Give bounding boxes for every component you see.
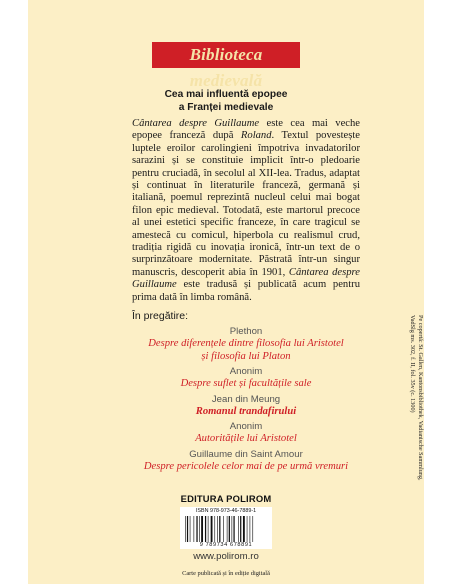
tagline xyxy=(128,88,324,114)
publisher-name: EDITURA POLIROM xyxy=(180,493,272,504)
upcoming-title: Despre suflet și facultățile sale xyxy=(180,378,312,389)
upcoming-heading: În pregătire: xyxy=(132,310,189,322)
tagline-line: Cea mai influentă epopee xyxy=(164,89,288,100)
cover-credit-text xyxy=(408,315,424,565)
upcoming-author: Guillaume din Saint Amour xyxy=(189,448,303,460)
tagline-line: a Franței medievale xyxy=(178,102,274,113)
upcoming-item xyxy=(132,421,360,446)
upcoming-author: Anonim xyxy=(229,421,263,432)
series-label: Biblioteca medievală xyxy=(152,42,300,68)
blurb-book-title: Cântarea despre Guillaume xyxy=(132,118,260,129)
upcoming-item xyxy=(132,326,360,363)
digital-edition-note: Carte publicată și în ediție digitală xyxy=(182,570,270,577)
blurb-text xyxy=(132,118,360,304)
blurb-part: . Textul povestește luptele eroilor carolingieni împotriva invadatorilor sarazini și se constituie implicit într-o pledoarie pentru cruciadă, în secolul al XII-lea. Tradus, adaptat și continuat în literaturile franceză, germană și italiană, poemul reprezintă nucleul celui mai bogat filon epic medieval. Totodată, este martorul precoce al unei estetici specific franceze, în care tragicul se amestecă cu comicul, hiperbola cu realismul crud, tradiția rigidă cu inovația ironică, într-un text de o surprinzătoare modernitate. Păstrată într-un singur manuscris, descoperit abia în 1901, xyxy=(132,130,361,278)
publisher-website[interactable]: www.polirom.ro xyxy=(193,551,259,562)
upcoming-author: Jean din Meung xyxy=(211,393,281,405)
upcoming-title: Romanul trandafirului xyxy=(195,405,297,417)
cover-credit-line: VadSlg ms. 302, f. II, fol. 35v (c. 1300) xyxy=(409,315,416,413)
upcoming-title: Despre pericolele celor mai de pe urmă vremuri xyxy=(143,460,349,472)
isbn-barcode xyxy=(180,507,272,549)
cover-credit-line: Pe copertă: St. Gallen, Kantonsbibliothek, Vadianische Sammlung, xyxy=(417,315,424,481)
upcoming-item xyxy=(132,366,360,391)
barcode-number: 9 789734 678891 xyxy=(199,542,253,548)
upcoming-item xyxy=(132,394,360,419)
upcoming-title: și filosofia lui Platon xyxy=(201,350,291,362)
upcoming-title: Despre diferențele dintre filosofia lui Aristotel xyxy=(148,338,344,349)
cover-credit xyxy=(406,315,424,565)
isbn-text: ISBN 978-973-46-7889-1 xyxy=(195,508,257,514)
upcoming-author: Plethon xyxy=(229,326,263,337)
upcoming-list xyxy=(132,310,382,476)
upcoming-item xyxy=(132,449,360,474)
upcoming-title: Autoritățile lui Aristotel xyxy=(195,433,297,444)
blurb-part: este tradusă și publicată acum pentru prima dată în limba română. xyxy=(132,279,360,303)
back-cover xyxy=(28,0,424,584)
upcoming-author: Anonim xyxy=(229,366,263,377)
blurb-part: este cea mai veche epopee franceză după xyxy=(132,118,360,142)
barcode-bars xyxy=(185,516,267,542)
blurb-roland: Roland xyxy=(240,130,272,142)
blurb-book-title: Cântarea despre Guillaume xyxy=(132,266,360,291)
